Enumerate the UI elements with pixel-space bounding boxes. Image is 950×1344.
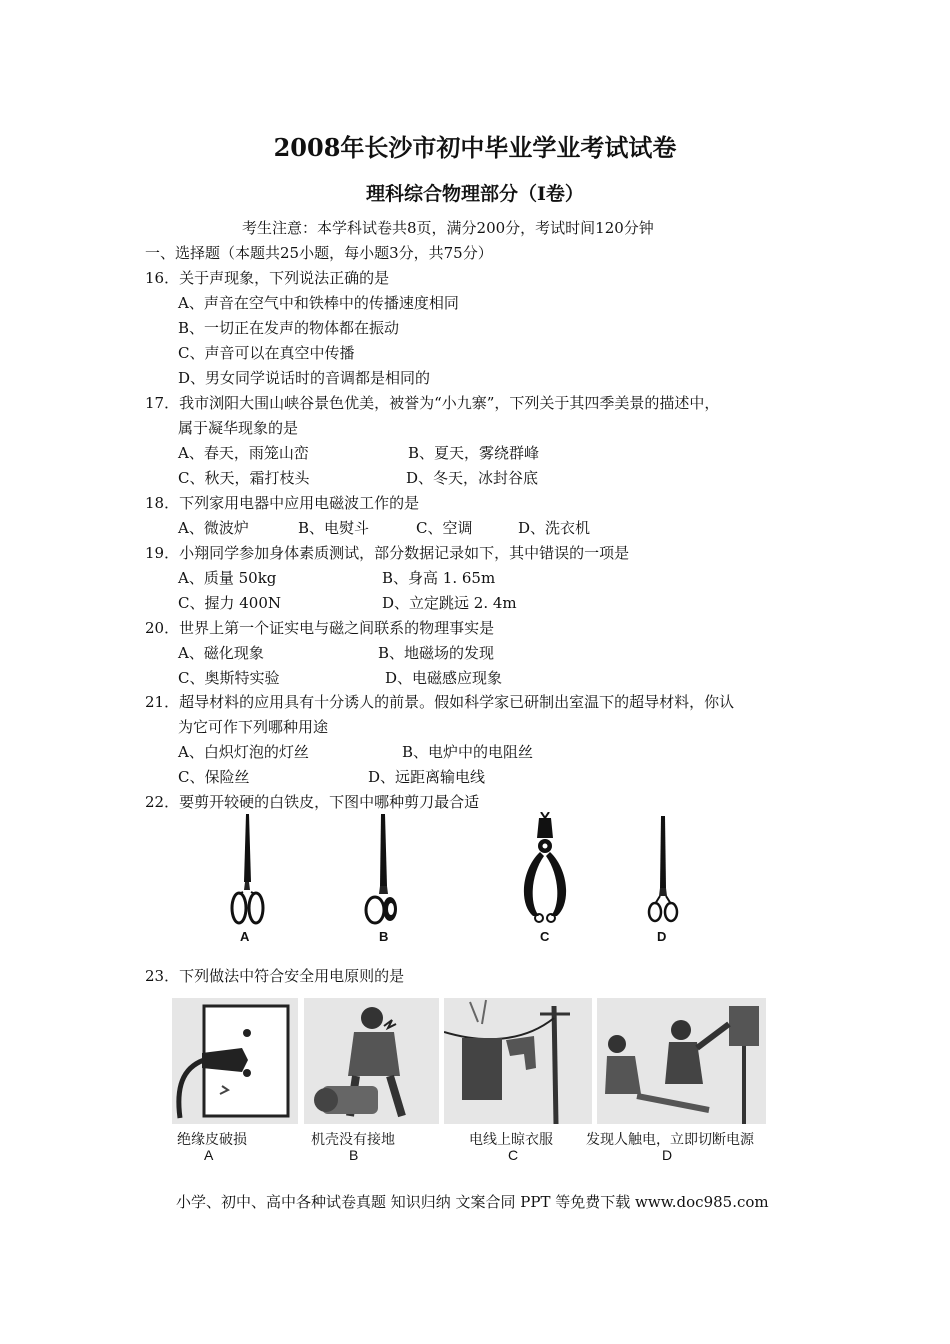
motor-no-ground-icon [304, 998, 439, 1124]
q21-option-a: A、白炽灯泡的灯丝 [178, 743, 309, 761]
panel-d-image [597, 998, 766, 1124]
page-subtitle: 理科综合物理部分（Ⅰ卷） [366, 183, 584, 205]
panel-b-caption: 机壳没有接地 [311, 1131, 395, 1147]
q17-option-a: A、春天，雨笼山峦 [178, 444, 309, 462]
q19-option-d: D、立定跳远 2. 4m [382, 594, 517, 612]
q17-option-d: D、冬天，冰封谷底 [406, 469, 539, 487]
question-19-stem: 19．小翔同学参加身体素质测试，部分数据记录如下，其中错误的一项是 [145, 544, 630, 562]
question-23-stem: 23．下列做法中符合安全用电原则的是 [145, 967, 405, 985]
panel-a-label: A [204, 1147, 214, 1163]
page-title: 2008年长沙市初中毕业学业考试试卷 [273, 133, 677, 162]
scissors-a-icon [225, 812, 270, 927]
section-heading: 一、选择题（本题共25小题，每小题3分，共75分） [145, 244, 493, 262]
q16-option-d: D、男女同学说话时的音调都是相同的 [178, 369, 431, 387]
footer-text: 小学、初中、高中各种试卷真题 知识归纳 文案合同 PPT 等免费下载 www.doc985.com [176, 1193, 769, 1211]
scissors-d-label: D [657, 929, 667, 944]
panel-b-label: B [349, 1147, 359, 1163]
scissors-b-label: B [379, 929, 389, 944]
scissors-d-icon [643, 812, 683, 927]
scissors-b-icon [360, 812, 405, 927]
panel-c-label: C [508, 1147, 519, 1163]
question-18-stem: 18．下列家用电器中应用电磁波工作的是 [145, 494, 420, 512]
q19-option-a: A、质量 50kg [178, 569, 277, 587]
panel-c-caption: 电线上晾衣服 [469, 1131, 553, 1147]
question-21-stem-cont: 为它可作下列哪种用途 [178, 718, 329, 736]
panel-d-label: D [662, 1147, 673, 1163]
q21-option-c: C、保险丝 [178, 768, 250, 786]
q18-option-c: C、空调 [416, 519, 473, 537]
panel-a-caption: 绝缘皮破损 [177, 1131, 247, 1147]
question-22-stem: 22．要剪开较硬的白铁皮，下图中哪种剪刀最合适 [145, 793, 480, 811]
q20-option-b: B、地磁场的发现 [378, 644, 495, 662]
q19-option-c: C、握力 400N [178, 594, 282, 612]
panel-d-caption: 发现人触电，立即切断电源 [586, 1131, 754, 1147]
cut-power-icon [597, 998, 766, 1124]
pliers-c-icon [515, 812, 575, 927]
panel-b-image [304, 998, 439, 1124]
q19-option-b: B、身高 1. 65m [382, 569, 496, 587]
q17-option-b: B、夏天，雾绕群峰 [408, 444, 540, 462]
clothes-on-wire-icon [444, 998, 592, 1124]
q21-option-d: D、远距离输电线 [368, 768, 486, 786]
q16-option-a: A、声音在空气中和铁棒中的传播速度相同 [178, 294, 459, 312]
pliers-c-label: C [540, 929, 550, 944]
q18-option-d: D、洗衣机 [518, 519, 591, 537]
q16-option-c: C、声音可以在真空中传播 [178, 344, 355, 362]
question-16-stem: 16．关于声现象，下列说法正确的是 [145, 269, 390, 287]
panel-c-image [444, 998, 592, 1124]
panel-a-image [172, 998, 298, 1124]
question-21-stem: 21．超导材料的应用具有十分诱人的前景。假如科学家已研制出室温下的超导材料，你认 [145, 693, 735, 711]
q16-option-b: B、一切正在发声的物体都在振动 [178, 319, 400, 337]
broken-insulation-icon [172, 998, 298, 1124]
q20-option-a: A、磁化现象 [178, 644, 264, 662]
exam-notice: 考生注意：本学科试卷共8页，满分200分，考试时间120分钟 [242, 219, 654, 237]
q21-option-b: B、电炉中的电阻丝 [402, 743, 534, 761]
question-17-stem-cont: 属于凝华现象的是 [178, 419, 299, 437]
q18-option-a: A、微波炉 [178, 519, 249, 537]
question-17-stem: 17．我市浏阳大围山峡谷景色优美，被誉为“小九寨”，下列关于其四季美景的描述中， [145, 394, 720, 412]
question-20-stem: 20．世界上第一个证实电与磁之间联系的物理事实是 [145, 619, 495, 637]
q20-option-c: C、奥斯特实验 [178, 669, 280, 687]
q20-option-d: D、电磁感应现象 [385, 669, 503, 687]
scissors-a-label: A [240, 929, 250, 944]
q17-option-c: C、秋天，霜打枝头 [178, 469, 310, 487]
q18-option-b: B、电熨斗 [298, 519, 370, 537]
